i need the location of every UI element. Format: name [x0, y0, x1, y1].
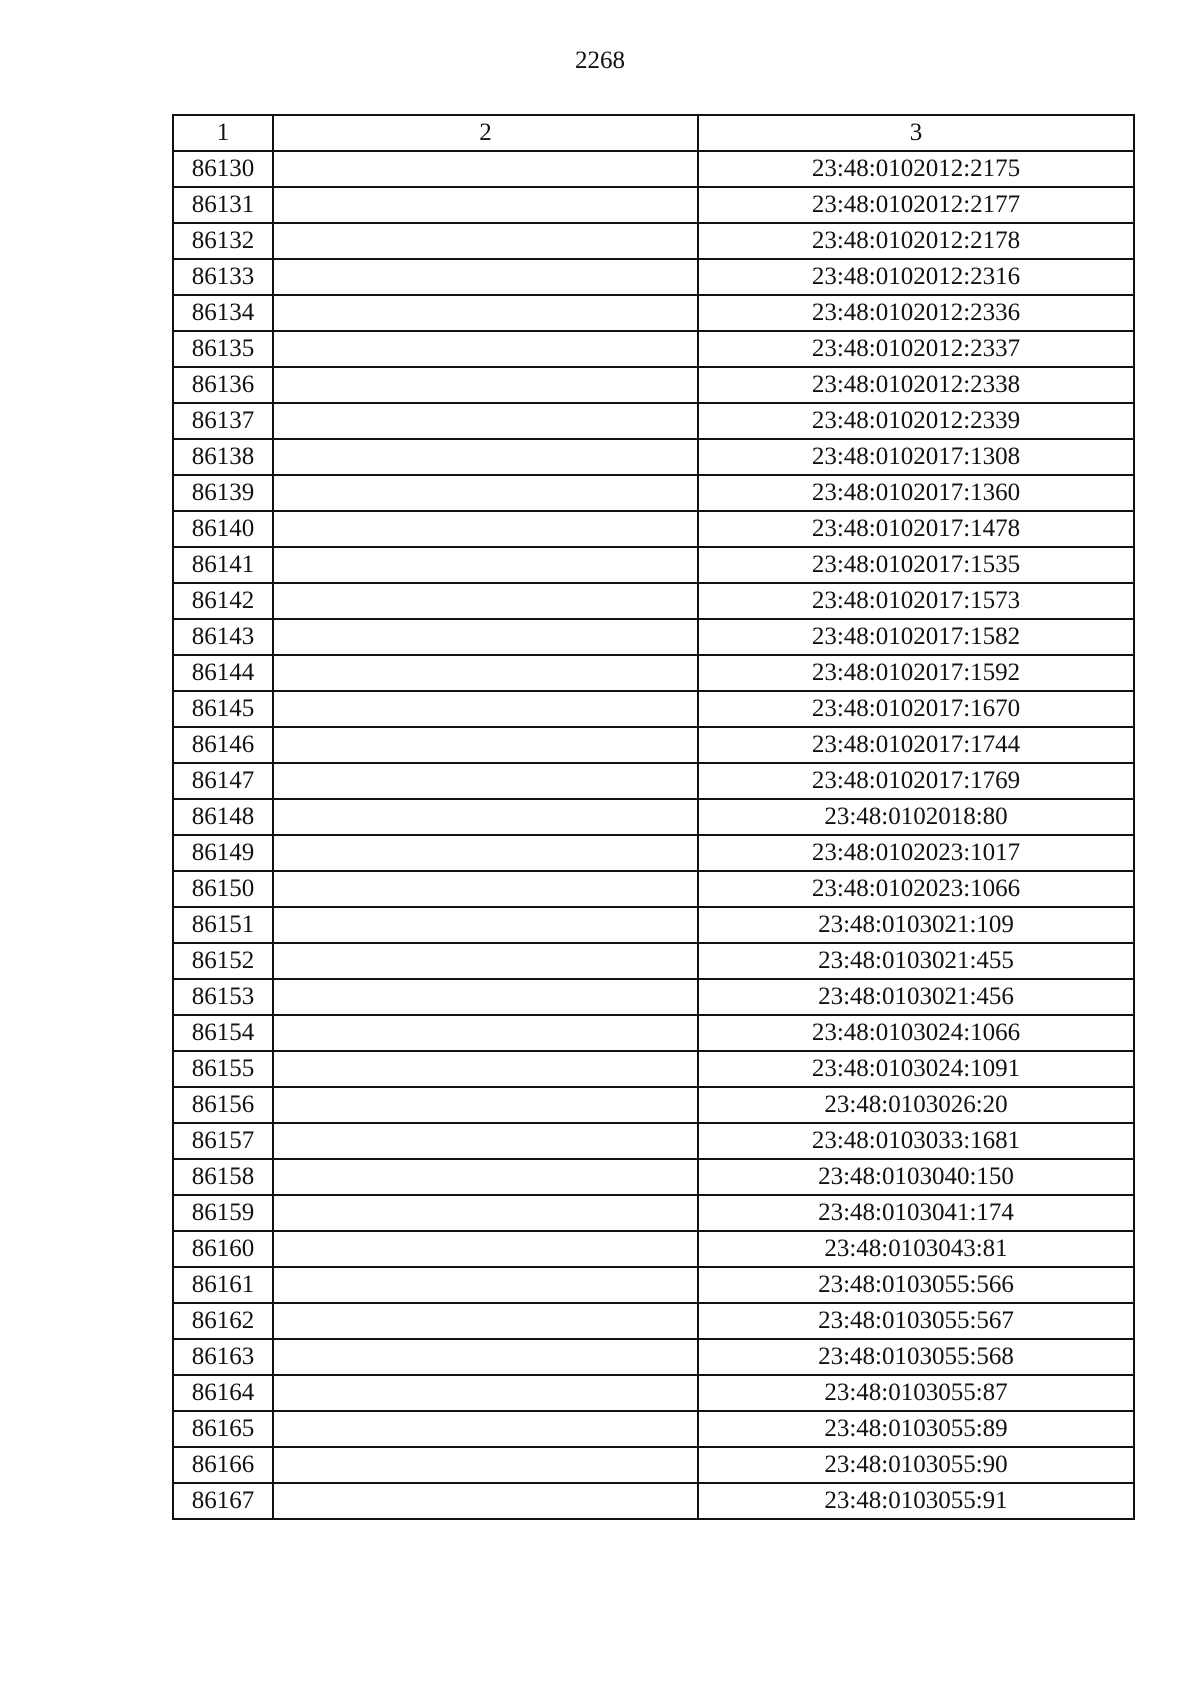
- empty-cell: [273, 1339, 698, 1375]
- table-row: [173, 295, 1134, 331]
- table-row: [173, 583, 1134, 619]
- empty-cell: [273, 1015, 698, 1051]
- row-number-cell: 86147: [173, 763, 273, 799]
- table-row: [173, 331, 1134, 367]
- row-number-cell: 86140: [173, 511, 273, 547]
- cadastral-number-cell: 23:48:0102023:1066: [698, 871, 1134, 907]
- row-number-cell: 86163: [173, 1339, 273, 1375]
- row-number-cell: 86132: [173, 223, 273, 259]
- cadastral-number-cell: 23:48:0103026:20: [698, 1087, 1134, 1123]
- row-number-cell: 86167: [173, 1483, 273, 1519]
- row-number-cell: 86130: [173, 151, 273, 187]
- cadastral-number-cell: 23:48:0103021:456: [698, 979, 1134, 1015]
- empty-cell: [273, 1231, 698, 1267]
- empty-cell: [273, 583, 698, 619]
- table-row: [173, 727, 1134, 763]
- cadastral-number-cell: 23:48:0103055:89: [698, 1411, 1134, 1447]
- cadastral-number-cell: 23:48:0102012:2178: [698, 223, 1134, 259]
- cadastral-number-cell: 23:48:0103033:1681: [698, 1123, 1134, 1159]
- table-row: [173, 1339, 1134, 1375]
- cadastral-number-cell: 23:48:0103040:150: [698, 1159, 1134, 1195]
- table-header-row: [173, 115, 1134, 151]
- table-row: [173, 1483, 1134, 1519]
- cadastral-number-cell: 23:48:0103024:1066: [698, 1015, 1134, 1051]
- table-row: [173, 943, 1134, 979]
- table-row: [173, 907, 1134, 943]
- table-row: [173, 1303, 1134, 1339]
- table-row: [173, 799, 1134, 835]
- row-number-cell: 86154: [173, 1015, 273, 1051]
- row-number-cell: 86135: [173, 331, 273, 367]
- empty-cell: [273, 1087, 698, 1123]
- cadastral-number-cell: 23:48:0103055:90: [698, 1447, 1134, 1483]
- row-number-cell: 86157: [173, 1123, 273, 1159]
- empty-cell: [273, 1483, 698, 1519]
- cadastral-number-cell: 23:48:0102017:1573: [698, 583, 1134, 619]
- cadastral-number-cell: 23:48:0102017:1308: [698, 439, 1134, 475]
- empty-cell: [273, 295, 698, 331]
- empty-cell: [273, 619, 698, 655]
- cadastral-number-cell: 23:48:0102012:2336: [698, 295, 1134, 331]
- empty-cell: [273, 403, 698, 439]
- row-number-cell: 86141: [173, 547, 273, 583]
- row-number-cell: 86131: [173, 187, 273, 223]
- empty-cell: [273, 547, 698, 583]
- cadastral-number-cell: 23:48:0103021:455: [698, 943, 1134, 979]
- row-number-cell: 86164: [173, 1375, 273, 1411]
- row-number-cell: 86153: [173, 979, 273, 1015]
- empty-cell: [273, 1447, 698, 1483]
- table-row: [173, 547, 1134, 583]
- table-row: [173, 763, 1134, 799]
- cadastral-number-cell: 23:48:0102012:2177: [698, 187, 1134, 223]
- row-number-cell: 86165: [173, 1411, 273, 1447]
- cadastral-number-cell: 23:48:0102012:2339: [698, 403, 1134, 439]
- cadastral-number-cell: 23:48:0102017:1582: [698, 619, 1134, 655]
- column-header-1: 1: [173, 115, 273, 151]
- table-row: [173, 1087, 1134, 1123]
- empty-cell: [273, 799, 698, 835]
- row-number-cell: 86156: [173, 1087, 273, 1123]
- empty-cell: [273, 1159, 698, 1195]
- empty-cell: [273, 511, 698, 547]
- cadastral-number-cell: 23:48:0102012:2175: [698, 151, 1134, 187]
- table-row: [173, 871, 1134, 907]
- empty-cell: [273, 187, 698, 223]
- table-row: [173, 691, 1134, 727]
- cadastral-number-cell: 23:48:0103055:567: [698, 1303, 1134, 1339]
- page-number: 2268: [575, 47, 625, 74]
- table-row: [173, 367, 1134, 403]
- row-number-cell: 86138: [173, 439, 273, 475]
- empty-cell: [273, 367, 698, 403]
- table-row: [173, 403, 1134, 439]
- cadastral-number-cell: 23:48:0102018:80: [698, 799, 1134, 835]
- empty-cell: [273, 655, 698, 691]
- cadastral-number-cell: 23:48:0103041:174: [698, 1195, 1134, 1231]
- cadastral-number-cell: 23:48:0103055:566: [698, 1267, 1134, 1303]
- empty-cell: [273, 691, 698, 727]
- empty-cell: [273, 223, 698, 259]
- row-number-cell: 86148: [173, 799, 273, 835]
- column-header-2: 2: [273, 115, 698, 151]
- cadastral-number-cell: 23:48:0102017:1535: [698, 547, 1134, 583]
- table-row: [173, 1267, 1134, 1303]
- row-number-cell: 86134: [173, 295, 273, 331]
- row-number-cell: 86160: [173, 1231, 273, 1267]
- column-header-3: 3: [698, 115, 1134, 151]
- empty-cell: [273, 943, 698, 979]
- table-row: [173, 439, 1134, 475]
- table-body: [173, 151, 1134, 1519]
- cadastral-number-cell: 23:48:0103043:81: [698, 1231, 1134, 1267]
- table-row: [173, 1195, 1134, 1231]
- table-row: [173, 151, 1134, 187]
- table-row: [173, 1411, 1134, 1447]
- cadastral-number-cell: 23:48:0102017:1769: [698, 763, 1134, 799]
- table-row: [173, 511, 1134, 547]
- row-number-cell: 86146: [173, 727, 273, 763]
- empty-cell: [273, 475, 698, 511]
- row-number-cell: 86161: [173, 1267, 273, 1303]
- table-row: [173, 1231, 1134, 1267]
- cadastral-number-cell: 23:48:0102017:1670: [698, 691, 1134, 727]
- empty-cell: [273, 1303, 698, 1339]
- cadastral-number-cell: 23:48:0103055:87: [698, 1375, 1134, 1411]
- cadastral-number-cell: 23:48:0103055:568: [698, 1339, 1134, 1375]
- row-number-cell: 86142: [173, 583, 273, 619]
- empty-cell: [273, 439, 698, 475]
- cadastral-number-cell: 23:48:0103055:91: [698, 1483, 1134, 1519]
- empty-cell: [273, 259, 698, 295]
- row-number-cell: 86133: [173, 259, 273, 295]
- cadastral-number-cell: 23:48:0102017:1744: [698, 727, 1134, 763]
- table-row: [173, 1375, 1134, 1411]
- table-row: [173, 1447, 1134, 1483]
- cadastral-number-cell: 23:48:0102017:1592: [698, 655, 1134, 691]
- row-number-cell: 86149: [173, 835, 273, 871]
- empty-cell: [273, 979, 698, 1015]
- row-number-cell: 86145: [173, 691, 273, 727]
- cadastral-number-cell: 23:48:0103024:1091: [698, 1051, 1134, 1087]
- row-number-cell: 86136: [173, 367, 273, 403]
- row-number-cell: 86162: [173, 1303, 273, 1339]
- row-number-cell: 86150: [173, 871, 273, 907]
- cadastral-number-cell: 23:48:0102023:1017: [698, 835, 1134, 871]
- empty-cell: [273, 907, 698, 943]
- row-number-cell: 86152: [173, 943, 273, 979]
- table-row: [173, 835, 1134, 871]
- table-row: [173, 1159, 1134, 1195]
- empty-cell: [273, 871, 698, 907]
- empty-cell: [273, 331, 698, 367]
- empty-cell: [273, 1411, 698, 1447]
- data-table: [172, 114, 1135, 1520]
- table-row: [173, 1051, 1134, 1087]
- cadastral-number-cell: 23:48:0102012:2337: [698, 331, 1134, 367]
- row-number-cell: 86143: [173, 619, 273, 655]
- empty-cell: [273, 1123, 698, 1159]
- cadastral-number-cell: 23:48:0102012:2338: [698, 367, 1134, 403]
- row-number-cell: 86166: [173, 1447, 273, 1483]
- empty-cell: [273, 1267, 698, 1303]
- empty-cell: [273, 763, 698, 799]
- table-row: [173, 1123, 1134, 1159]
- empty-cell: [273, 1051, 698, 1087]
- row-number-cell: 86159: [173, 1195, 273, 1231]
- empty-cell: [273, 1375, 698, 1411]
- row-number-cell: 86158: [173, 1159, 273, 1195]
- table-row: [173, 979, 1134, 1015]
- row-number-cell: 86144: [173, 655, 273, 691]
- table-row: [173, 619, 1134, 655]
- table-row: [173, 187, 1134, 223]
- row-number-cell: 86137: [173, 403, 273, 439]
- cadastral-number-cell: 23:48:0102012:2316: [698, 259, 1134, 295]
- empty-cell: [273, 835, 698, 871]
- cadastral-number-cell: 23:48:0102017:1360: [698, 475, 1134, 511]
- cadastral-number-cell: 23:48:0103021:109: [698, 907, 1134, 943]
- empty-cell: [273, 727, 698, 763]
- table-row: [173, 223, 1134, 259]
- table-row: [173, 475, 1134, 511]
- table-row: [173, 259, 1134, 295]
- row-number-cell: 86139: [173, 475, 273, 511]
- row-number-cell: 86151: [173, 907, 273, 943]
- empty-cell: [273, 151, 698, 187]
- row-number-cell: 86155: [173, 1051, 273, 1087]
- empty-cell: [273, 1195, 698, 1231]
- table-row: [173, 655, 1134, 691]
- table-row: [173, 1015, 1134, 1051]
- cadastral-number-cell: 23:48:0102017:1478: [698, 511, 1134, 547]
